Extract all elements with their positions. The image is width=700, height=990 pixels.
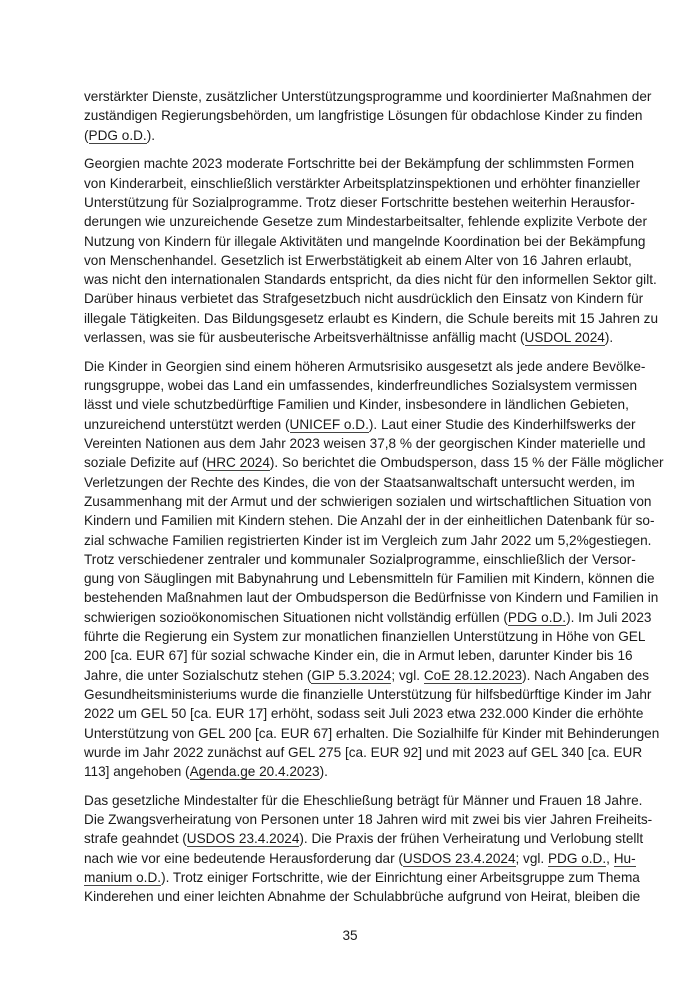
citation-link[interactable]: PDG o.D. — [88, 127, 147, 143]
text-line — [84, 685, 652, 704]
text-segment: ). Die Praxis der frühen Verheiratung und Verlobung stellt — [299, 831, 644, 847]
text-segment: derungen wie unzureichende Gesetze zum Mindestarbeitsalter, fehlende explizite Verbote der — [84, 214, 647, 230]
text-segment: Unterstützung für Sozialprogramme. Trotz dieser Fortschritte bestehen weiterhin Herausfor- — [84, 194, 635, 210]
text-segment: von Menschenhandel. Gesetzlich ist Erwerbstätigkeit ab einem Alter von 16 Jahren erlaubt, — [84, 252, 632, 268]
text-line — [84, 270, 657, 289]
text-segment: Georgien machte 2023 moderate Fortschritte bei der Bekämpfung der schlimmsten Formen — [84, 156, 635, 172]
citation-link[interactable]: Hu- — [613, 850, 636, 866]
paragraph — [84, 357, 664, 782]
text-line — [84, 550, 636, 569]
text-segment: Darüber hinaus verbietet das Strafgesetzbuch nicht ausdrücklich den Einsatz von Kindern für — [84, 291, 644, 307]
text-segment: was nicht den internationalen Standards entspricht, da dies nicht für den informellen Sektor gilt. — [84, 272, 657, 288]
text-line — [84, 415, 636, 434]
text-line — [84, 666, 650, 685]
text-segment: zuständigen Regierungsbehörden, um langfristige Lösungen für obdachlose Kinder zu finden — [84, 108, 643, 124]
text-line — [84, 357, 646, 376]
citation-link[interactable]: CoE 28.12.2023 — [423, 667, 523, 683]
citation-link[interactable]: UNICEF o.D. — [289, 416, 369, 432]
citation-link[interactable]: Agenda.ge 20.4.2023 — [189, 764, 320, 780]
text-line — [84, 588, 659, 607]
text-segment: soziale Defizite auf ( — [84, 455, 207, 471]
text-segment: zial schwache Familien registrierten Kinder ist im Vergleich zum Jahr 2022 um 5,2%gestiegen. — [84, 532, 652, 548]
text-segment: nach wie vor eine bedeutende Herausforderung dar ( — [84, 850, 403, 866]
page-number: 35 — [342, 928, 358, 943]
text-line — [84, 154, 635, 173]
text-segment: von Kinderarbeit, einschließlich verstärkter Arbeitsplatzinspektionen und erhöhter finanzieller — [84, 175, 641, 191]
text-line — [84, 212, 647, 231]
text-line — [84, 762, 617, 781]
paragraph — [84, 791, 653, 907]
text-segment: unzureichend unterstützt werden ( — [84, 416, 290, 432]
text-segment: Trotz verschiedener zentraler und kommunaler Sozialprogramme, einschließlich der Versor- — [84, 551, 636, 567]
text-line — [84, 126, 617, 145]
citation-link[interactable]: manium o.D. — [84, 870, 162, 886]
text-segment: Vereinten Nationen aus dem Jahr 2023 weisen 37,8 % der georgischen Kinder materielle und — [84, 436, 646, 452]
text-line — [84, 569, 655, 588]
paragraph — [84, 87, 652, 145]
text-segment: strafe geahndet ( — [84, 831, 187, 847]
text-line — [84, 289, 644, 308]
text-segment: ). — [319, 764, 328, 780]
citation-link[interactable]: HRC 2024 — [206, 455, 270, 471]
text-line — [84, 232, 646, 251]
citation-link[interactable]: GIP 5.3.2024 — [311, 667, 392, 683]
text-segment: ; vgl. — [391, 667, 424, 683]
text-segment: Verletzungen der Rechte des Kindes, die von der Staatsanwaltschaft untersucht werden, im — [84, 474, 635, 490]
text-line — [84, 791, 643, 810]
text-segment: , — [606, 850, 614, 866]
text-line — [84, 251, 632, 270]
text-segment: 113] angehoben ( — [84, 764, 190, 780]
citation-link[interactable]: USDOS 23.4.2024 — [186, 831, 300, 847]
text-segment: rungsgruppe, wobei das Land ein umfassendes, kinderfreundliches Sozialsystem vermissen — [84, 378, 638, 394]
text-segment: 2022 um GEL 50 [ca. EUR 17] erhöht, sodass seit Juli 2023 etwa 232.000 Kinder die erhöhte — [84, 706, 644, 722]
text-segment: verstärkter Dienste, zusätzlicher Unterstützungsprogramme und koordinierter Maßnahmen der — [84, 89, 652, 104]
text-segment: Zusammenhang mit der Armut und der schwierigen sozialen und wirtschaftlichen Situation von — [84, 493, 652, 509]
citation-link[interactable]: USDOL 2024 — [524, 330, 605, 346]
text-segment: lässt und viele schutzbedürftige Familien und Kinder, insbesondere in ländlichen Gebieten, — [84, 397, 629, 413]
text-segment: verlassen, was sie für ausbeuterische Arbeitsverhältnisse anfällig macht ( — [84, 330, 525, 346]
text-line — [84, 868, 640, 887]
text-segment: ). Im Juli 2023 — [566, 609, 652, 625]
text-line — [84, 395, 629, 414]
text-segment: Gesundheitsministeriums wurde die finanzielle Unterstützung für hilfsbedürftige Kinder im Jahr — [84, 686, 652, 702]
text-segment: ). Nach Angaben des — [522, 667, 650, 683]
paragraph — [84, 154, 659, 347]
text-segment: Unterstützung von GEL 200 [ca. EUR 67] erhalten. Die Sozialhilfe für Kinder mit Behinderungen — [84, 725, 660, 741]
text-segment: 200 [ca. EUR 67] für sozial schwache Kinder ein, die in Armut leben, darunter Kinder bis 16 — [84, 648, 633, 664]
text-line — [84, 849, 636, 868]
citation-link[interactable]: PDG o.D. — [547, 850, 607, 866]
text-segment: ). — [146, 127, 156, 143]
text-line — [84, 829, 644, 848]
text-segment: ; vgl. — [515, 850, 548, 866]
text-segment: schwierigen sozioökonomischen Situationen nicht vollständig erfüllen ( — [84, 609, 508, 625]
text-line — [84, 492, 652, 511]
text-segment: ). — [604, 330, 614, 346]
text-line — [84, 434, 646, 453]
text-line — [84, 531, 652, 550]
text-segment: Die Zwangsverheiratung von Personen unter 18 Jahren wird mit zwei bis vier Jahren Freiheits- — [84, 812, 653, 828]
citation-link[interactable]: PDG o.D. — [507, 609, 567, 625]
text-segment: ( — [84, 127, 89, 143]
text-segment: ). So berichtet die Ombudsperson, dass 15 % der Fälle möglicher — [269, 455, 664, 471]
text-line — [84, 376, 638, 395]
text-line — [84, 106, 643, 125]
document-body — [84, 87, 664, 916]
text-segment: Jahre, die unter Sozialschutz stehen ( — [84, 667, 312, 683]
text-line — [84, 608, 652, 627]
text-segment: Kindern und Familien mit Kindern stehen. Die Anzahl der in der einheitlichen Datenbank für so- — [84, 513, 655, 529]
text-line — [84, 810, 653, 829]
text-line — [84, 174, 641, 193]
text-segment: ). Laut einer Studie des Kinderhilfswerks der — [368, 416, 636, 432]
text-segment: bestehenden Maßnahmen laut der Ombudsperson die Bedürfnisse von Kindern und Familien in — [84, 590, 659, 606]
text-segment: Nutzung von Kindern für illegale Aktivitäten und mangelnde Koordination bei der Bekämpfung — [84, 233, 646, 249]
text-segment: Das gesetzliche Mindestalter für die Eheschließung beträgt für Männer und Frauen 18 Jahre. — [84, 792, 643, 808]
text-segment: führte die Regierung ein System zur monatlichen finanziellen Unterstützung in Höhe von GEL — [84, 629, 646, 645]
text-line — [84, 704, 644, 723]
text-line — [84, 453, 664, 472]
text-line — [84, 724, 660, 743]
text-line — [84, 511, 655, 530]
text-line — [84, 309, 659, 328]
text-line — [84, 743, 643, 762]
text-segment: Kinderehen und einer leichten Abnahme der Schulabbrüche aufgrund von Heirat, bleiben die — [84, 889, 641, 905]
text-segment: gung von Säuglingen mit Babynahrung und Lebensmitteln für Familien mit Kindern, können die — [84, 571, 655, 587]
text-line — [84, 627, 646, 646]
text-segment: ). Trotz einiger Fortschritte, wie der Einrichtung einer Arbeitsgruppe zum Thema — [161, 870, 640, 886]
text-line — [84, 887, 641, 906]
text-line — [84, 646, 633, 665]
text-line — [84, 87, 652, 106]
text-line — [84, 193, 635, 212]
text-segment: wurde im Jahr 2022 zunächst auf GEL 275 [ca. EUR 92] und mit 2023 auf GEL 340 [ca. EUR — [84, 744, 643, 760]
text-line — [84, 473, 635, 492]
text-segment: illegale Tätigkeiten. Das Bildungsgesetz erlaubt es Kindern, die Schule bereits mit 15 Jahren zu — [84, 310, 659, 326]
text-segment: Die Kinder in Georgien sind einem höheren Armutsrisiko ausgesetzt als jede andere Bevölke- — [84, 358, 646, 374]
citation-link[interactable]: USDOS 23.4.2024 — [402, 850, 516, 866]
text-line — [84, 328, 617, 347]
